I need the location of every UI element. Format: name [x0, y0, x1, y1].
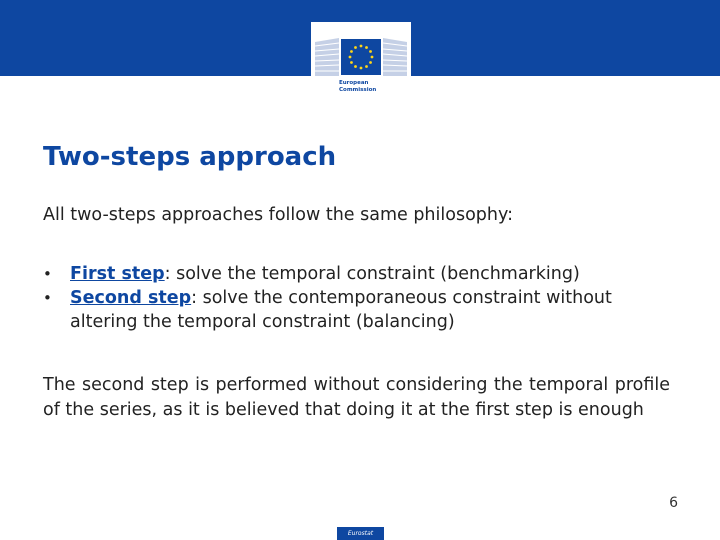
bullet-text: : solve the contemporaneous constraint without altering the temporal constraint (balancing) [70, 288, 612, 332]
flag-star [354, 65, 357, 68]
european-commission-logo [311, 22, 411, 100]
flag-star [369, 61, 372, 64]
bullet-lead: First step [70, 264, 165, 284]
bullet-marker: • [43, 289, 52, 307]
bullet-lead: Second step [70, 288, 192, 308]
flag-star [365, 46, 368, 49]
page-number: 6 [669, 495, 678, 511]
logo-line-2: Commission [339, 87, 377, 93]
body-paragraph: The second step is performed without considering the temporal profile of the series, as it is believed that doing it at the first step is enough [43, 375, 670, 420]
flag-star [360, 67, 363, 70]
flag-star [371, 56, 374, 59]
flag-star [369, 50, 372, 53]
flag-star [360, 45, 363, 48]
flag-star [350, 50, 353, 53]
bullet-text: : solve the temporal constraint (benchmarking) [164, 264, 580, 284]
logo-line-1: European [339, 80, 369, 86]
flag-star [349, 56, 352, 59]
bullet-item-first-step [43, 262, 683, 286]
bullet-list [43, 262, 683, 334]
logo-caption [339, 80, 399, 94]
flag-star [354, 46, 357, 49]
eurostat-badge: Eurostat [337, 527, 384, 540]
eu-flag [341, 39, 381, 75]
intro-text: All two-steps approaches follow the same philosophy: [43, 205, 513, 225]
bullet-marker: • [43, 265, 52, 283]
flag-star [365, 65, 368, 68]
flag-star [350, 61, 353, 64]
slide-title: Two-steps approach [43, 142, 337, 172]
bullet-item-second-step [43, 286, 683, 334]
